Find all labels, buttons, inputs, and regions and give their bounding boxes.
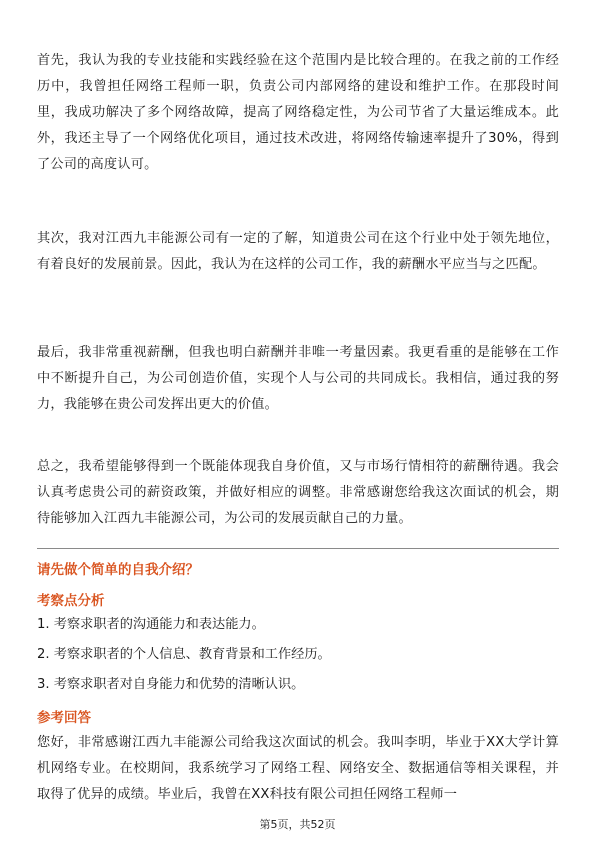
paragraph-third: 最后，我非常重视薪酬，但我也明白薪酬并非唯一考量因素。我更看重的是能够在工作中不断提升自己，为公司创造价值，实现个人与公司的共同成长。我相信，通过我的努力，我能够在贵公司发挥出更大的价值。: [37, 345, 559, 412]
analysis-point-1: 1. 考察求职者的沟通能力和表达能力。: [37, 617, 265, 632]
analysis-point-3: 3. 考察求职者对自身能力和优势的清晰认识。: [37, 677, 305, 692]
paragraph-second: 其次，我对江西九丰能源公司有一定的了解，知道贵公司在这个行业中处于领先地位，有着良好的发展前景。因此，我认为在这样的公司工作，我的薪酬水平应当与之匹配。: [37, 231, 559, 272]
reference-heading: 参考回答: [37, 710, 91, 726]
paragraph-first: 首先，我认为我的专业技能和实践经验在这个范围内是比较合理的。在我之前的工作经历中，我曾担任网络工程师一职，负责公司内部网络的建设和维护工作。在那段时间里，我成功解决了多个网络故障，提高了网络稳定性，为公司节省了大量运维成本。此外，我还主导了一个网络优化项目，通过技术改进，将网络传输速率提升了30%，得到了公司的高度认可。: [37, 53, 559, 172]
reference-answer: 您好，非常感谢江西九丰能源公司给我这次面试的机会。我叫李明，毕业于XX大学计算机网络专业。在校期间，我系统学习了网络工程、网络安全、数据通信等相关课程，并取得了优异的成绩。毕业后，我曾在XX科技有限公司担任网络工程师一: [37, 735, 559, 802]
page-number: 第5页，共52页: [259, 818, 336, 831]
section-divider: [37, 548, 559, 549]
paragraph-conclusion: 总之，我希望能够得到一个既能体现我自身价值，又与市场行情相符的薪酬待遇。我会认真考虑贵公司的薪资政策，并做好相应的调整。非常感谢您给我这次面试的机会，期待能够加入江西九丰能源公司，为公司的发展贡献自己的力量。: [37, 459, 559, 526]
interview-question: 请先做个简单的自我介绍？: [37, 562, 199, 578]
analysis-point-2: 2. 考察求职者的个人信息、教育背景和工作经历。: [37, 647, 331, 662]
analysis-heading: 考察点分析: [37, 593, 105, 609]
